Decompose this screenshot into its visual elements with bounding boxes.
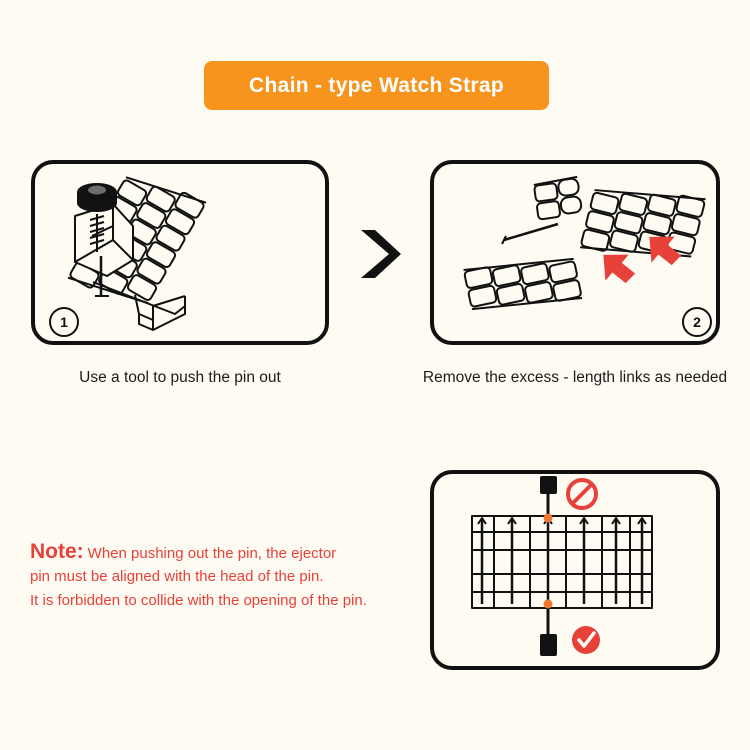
step-1-badge: 1: [49, 307, 79, 337]
note-label: Note:: [30, 540, 84, 563]
page-title-banner: [204, 61, 549, 110]
step-1-illustration: [35, 164, 325, 341]
pin-alignment-detail-panel: [430, 470, 720, 670]
step-2-caption: Remove the excess - length links as needed: [422, 369, 728, 386]
knob: [77, 183, 117, 212]
step-2-panel: [430, 160, 720, 345]
tool-head-bottom: [540, 634, 557, 656]
step-2-illustration: [434, 164, 716, 341]
step-1-panel: [31, 160, 329, 345]
note-line-2: pin must be aligned with the head of the pin.: [30, 568, 324, 586]
note-line-1: When pushing out the pin, the ejector: [87, 545, 337, 562]
misaligned-marker: [544, 514, 553, 523]
step-2-badge: 2: [682, 307, 712, 337]
aligned-marker: [544, 600, 553, 609]
check-circle-icon: [572, 626, 600, 654]
page-title: Chain - type Watch Strap: [249, 73, 504, 97]
tool-head-top: [540, 476, 557, 494]
note-block: [30, 540, 420, 612]
note-line-3: It is forbidden to collide with the opening of the pin.: [30, 591, 367, 609]
step-1-caption: Use a tool to push the pin out: [79, 369, 281, 386]
chevron-right-arrow-icon: [355, 228, 403, 280]
pin-alignment-detail-illustration: [434, 474, 716, 666]
no-entry-icon: [568, 480, 596, 508]
